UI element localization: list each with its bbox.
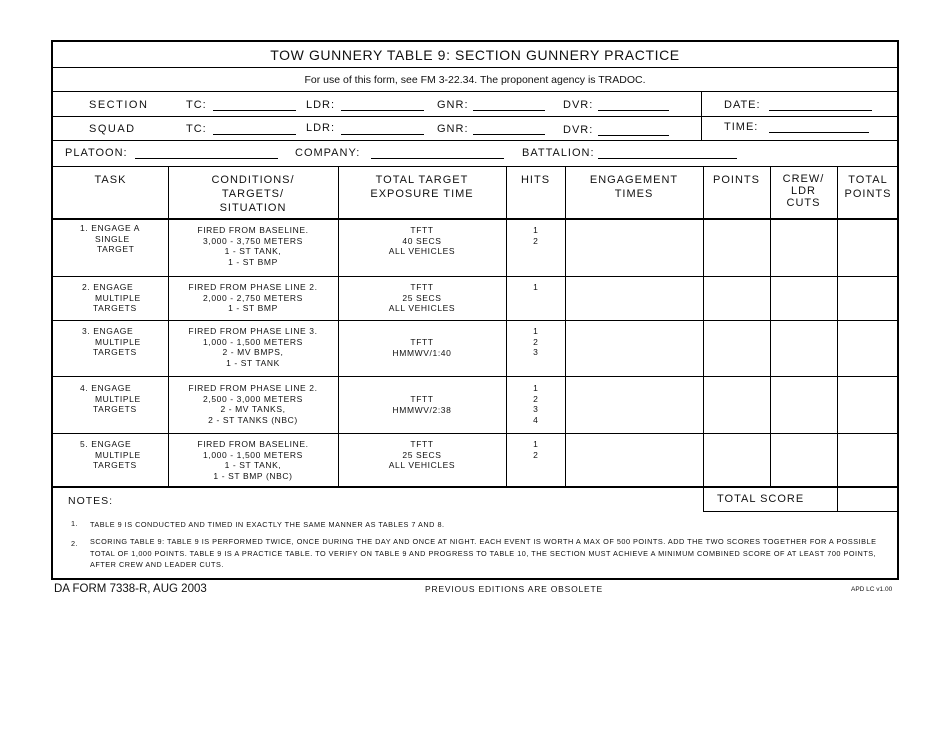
squad-gnr-field[interactable] xyxy=(473,134,545,135)
row4-conditions xyxy=(168,383,338,425)
row1-task-l1: 1. ENGAGE A xyxy=(80,223,140,233)
section-label: SECTION xyxy=(89,99,149,111)
row3-hit-2: 2 xyxy=(533,336,538,347)
note1-text: TABLE 9 IS CONDUCTED AND TIMED IN EXACTLY THE SAME MANNER AS TABLES 7 AND 8. xyxy=(90,520,445,529)
row1-cond-l4: 1 - ST BMP xyxy=(228,256,278,267)
squad-ldr-field[interactable] xyxy=(341,134,424,135)
row2-cond-l1: FIRED FROM PHASE LINE 2. xyxy=(188,282,318,292)
header-total xyxy=(837,173,899,201)
row5-hit-1: 1 xyxy=(533,439,538,449)
notes-label: NOTES: xyxy=(68,495,114,507)
row1-hit-1: 1 xyxy=(533,225,538,235)
row-rule-3 xyxy=(53,376,897,377)
date-field[interactable] xyxy=(769,110,872,111)
section-tc-label: TC: xyxy=(186,99,207,111)
row3-exp-l1: TFTT xyxy=(410,337,434,347)
row5-cond-l4: 1 - ST BMP (NBC) xyxy=(213,470,293,481)
row4-cond-l3: 2 - MV TANKS, xyxy=(220,404,286,415)
row5-exp-l2: 25 SECS xyxy=(402,449,442,460)
header-exposure xyxy=(338,173,506,201)
row1-exposure xyxy=(338,225,506,257)
row5-conditions xyxy=(168,439,338,481)
row4-hit-3: 3 xyxy=(533,404,538,415)
section-dvr-label: DVR: xyxy=(563,99,594,111)
time-field[interactable] xyxy=(769,132,869,133)
row2-cond-l2: 2,000 - 2,750 METERS xyxy=(203,292,303,303)
row5-task xyxy=(80,439,141,471)
section-dvr-field[interactable] xyxy=(598,110,669,111)
row4-task-l2: MULTIPLE xyxy=(95,393,141,404)
row4-task xyxy=(80,383,141,415)
section-row xyxy=(53,92,897,117)
row3-cond-l4: 1 - ST TANK xyxy=(226,357,280,368)
row3-task xyxy=(82,326,141,358)
row-rule-5 xyxy=(53,486,897,488)
form-title: TOW GUNNERY TABLE 9: SECTION GUNNERY PRACTICE xyxy=(53,42,897,68)
battalion-field[interactable] xyxy=(598,158,737,159)
row5-task-l3: TARGETS xyxy=(93,460,137,471)
row2-exp-l3: ALL VEHICLES xyxy=(388,303,456,314)
row5-task-l1: 5. ENGAGE xyxy=(80,439,132,449)
previous-editions: PREVIOUS EDITIONS ARE OBSOLETE xyxy=(425,584,603,594)
battalion-label: BATTALION: xyxy=(522,147,595,159)
row2-exposure xyxy=(338,282,506,314)
row3-conditions xyxy=(168,326,338,368)
row3-cond-l1: FIRED FROM PHASE LINE 3. xyxy=(188,326,318,336)
row4-cond-l2: 2,500 - 3,000 METERS xyxy=(203,393,303,404)
row1-task xyxy=(80,223,140,255)
company-field[interactable] xyxy=(371,158,504,159)
row4-exp-l2: HMMWV/2:38 xyxy=(392,404,452,415)
squad-tc-label: TC: xyxy=(186,123,207,135)
row3-cond-l3: 2 - MV BMPS, xyxy=(222,347,284,358)
row4-task-l3: TARGETS xyxy=(93,404,137,415)
header-engagement-line1: ENGAGEMENT xyxy=(589,174,679,186)
platoon-row xyxy=(53,141,897,167)
col-line-6 xyxy=(770,167,771,487)
section-ldr-field[interactable] xyxy=(341,110,424,111)
row1-exp-l1: TFTT xyxy=(410,225,434,235)
row-rule-1 xyxy=(53,276,897,277)
section-gnr-label: GNR: xyxy=(437,99,469,111)
platoon-field[interactable] xyxy=(135,158,278,159)
total-score-field[interactable] xyxy=(838,487,898,511)
form-number: DA FORM 7338-R, AUG 2003 xyxy=(54,583,207,595)
row3-task-l3: TARGETS xyxy=(93,347,137,358)
row4-hit-1: 1 xyxy=(533,383,538,393)
header-conditions-line2: TARGETS/ xyxy=(221,188,285,200)
row1-cond-l2: 3,000 - 3,750 METERS xyxy=(203,235,303,246)
header-conditions-line1: CONDITIONS/ xyxy=(211,174,295,186)
row2-exp-l1: TFTT xyxy=(410,282,434,292)
row3-task-l1: 3. ENGAGE xyxy=(82,326,134,336)
header-conditions-line3: SITUATION xyxy=(219,202,287,214)
row5-task-l2: MULTIPLE xyxy=(95,449,141,460)
section-ldr-label: LDR: xyxy=(306,99,336,111)
row1-task-l3: TARGET xyxy=(97,244,135,255)
row4-cond-l1: FIRED FROM PHASE LINE 2. xyxy=(188,383,318,393)
company-label: COMPANY: xyxy=(295,147,361,159)
time-label: TIME: xyxy=(724,121,759,133)
col-line-7 xyxy=(837,167,838,512)
row5-cond-l3: 1 - ST TANK, xyxy=(224,460,282,471)
platoon-label: PLATOON: xyxy=(65,147,128,159)
section-gnr-field[interactable] xyxy=(473,110,545,111)
row1-exp-l2: 40 SECS xyxy=(402,235,442,246)
row3-task-l2: MULTIPLE xyxy=(95,336,141,347)
row1-hits xyxy=(506,225,565,246)
row3-exp-l2: HMMWV/1:40 xyxy=(392,347,452,358)
header-crew-line1: CREW/ xyxy=(782,173,825,185)
row5-exposure xyxy=(338,439,506,471)
row3-hit-3: 3 xyxy=(533,347,538,358)
row5-exp-l1: TFTT xyxy=(410,439,434,449)
header-points: POINTS xyxy=(713,174,760,186)
squad-ldr-label: LDR: xyxy=(306,122,336,134)
section-tc-field[interactable] xyxy=(213,110,296,111)
date-label: DATE: xyxy=(724,99,761,111)
header-total-line1: TOTAL xyxy=(848,174,888,186)
note1-number: 1. xyxy=(71,519,79,528)
total-score-label: TOTAL SCORE xyxy=(717,493,805,505)
row1-hit-2: 2 xyxy=(533,235,538,246)
row2-cond-l3: 1 - ST BMP xyxy=(228,303,278,314)
row4-task-l1: 4. ENGAGE xyxy=(80,383,132,393)
row5-exp-l3: ALL VEHICLES xyxy=(388,460,456,471)
row3-hit-1: 1 xyxy=(533,326,538,336)
header-conditions xyxy=(168,173,338,215)
row2-conditions xyxy=(168,282,338,314)
squad-tc-field[interactable] xyxy=(213,134,296,135)
row1-task-l2: SINGLE xyxy=(95,233,130,244)
row5-hit-2: 2 xyxy=(533,449,538,460)
row3-hits xyxy=(506,326,565,358)
note2-number: 2. xyxy=(71,539,79,548)
col-line-5 xyxy=(703,167,704,512)
row3-exposure xyxy=(338,337,506,358)
row3-cond-l2: 1,000 - 1,500 METERS xyxy=(203,336,303,347)
header-total-line2: POINTS xyxy=(844,188,892,200)
col-line-4 xyxy=(565,167,566,487)
squad-gnr-label: GNR: xyxy=(437,123,469,135)
row4-hit-2: 2 xyxy=(533,393,538,404)
row5-cond-l1: FIRED FROM BASELINE. xyxy=(197,439,309,449)
header-engagement-line2: TIMES xyxy=(614,188,654,200)
row2-hit-1: 1 xyxy=(533,282,538,292)
row1-conditions xyxy=(168,225,338,267)
row2-task-l3: TARGETS xyxy=(93,303,137,314)
row4-hit-4: 4 xyxy=(533,414,538,425)
row2-task-l2: MULTIPLE xyxy=(95,292,141,303)
row4-exp-l1: TFTT xyxy=(410,394,434,404)
header-hits: HITS xyxy=(520,174,551,186)
header-crew-line3: CUTS xyxy=(786,197,821,209)
squad-row xyxy=(53,117,897,141)
row4-cond-l4: 2 - ST TANKS (NBC) xyxy=(208,414,298,425)
row1-exp-l3: ALL VEHICLES xyxy=(388,246,456,257)
row2-task xyxy=(82,282,141,314)
header-engagement xyxy=(565,173,703,201)
form-subtitle: For use of this form, see FM 3-22.34. The proponent agency is TRADOC. xyxy=(53,68,897,92)
row1-cond-l3: 1 - ST TANK, xyxy=(224,246,282,257)
gunnery-form xyxy=(51,40,899,580)
row4-exposure xyxy=(338,394,506,415)
squad-dvr-field[interactable] xyxy=(598,135,669,136)
row2-hits xyxy=(506,282,565,293)
header-crew xyxy=(770,173,837,209)
row5-hits xyxy=(506,439,565,460)
row4-hits xyxy=(506,383,565,425)
row2-task-l1: 2. ENGAGE xyxy=(82,282,134,292)
header-crew-line2: LDR xyxy=(790,185,816,197)
row1-cond-l1: FIRED FROM BASELINE. xyxy=(197,225,309,235)
row-rule-4 xyxy=(53,433,897,434)
header-task: TASK xyxy=(94,174,127,186)
note2-text: SCORING TABLE 9: TABLE 9 IS PERFORMED TWICE, ONCE DURING THE DAY AND ONCE AT NIGHT. EACH EVENT IS WORTH A MAX OF 500 POINTS. ADD THE TWO SCORES TOGETHER FOR A POSSIBLE TOTAL OF 1,000 POINTS. TABLE 9 IS A PRACTICE TABLE. TO VERIFY ON TABLE 9 AND PROGRESS TO TABLE 10, THE SECTION MUST ACHIEVE A MINIMUM COMBINED SCORE OF AT LEAST 700 POINTS, AFTER CREW AND LEADER CUTS. xyxy=(90,537,877,569)
squad-label: SQUAD xyxy=(89,123,136,135)
row2-exp-l2: 25 SECS xyxy=(402,292,442,303)
header-exposure-line2: EXPOSURE TIME xyxy=(370,188,474,200)
squad-dvr-label: DVR: xyxy=(563,124,594,136)
row5-cond-l2: 1,000 - 1,500 METERS xyxy=(203,449,303,460)
header-exposure-line1: TOTAL TARGET xyxy=(375,174,469,186)
row-rule-2 xyxy=(53,320,897,321)
total-score-rule xyxy=(703,511,899,512)
date-divider xyxy=(701,92,702,141)
version-label: APD LC v1.00 xyxy=(851,586,893,593)
